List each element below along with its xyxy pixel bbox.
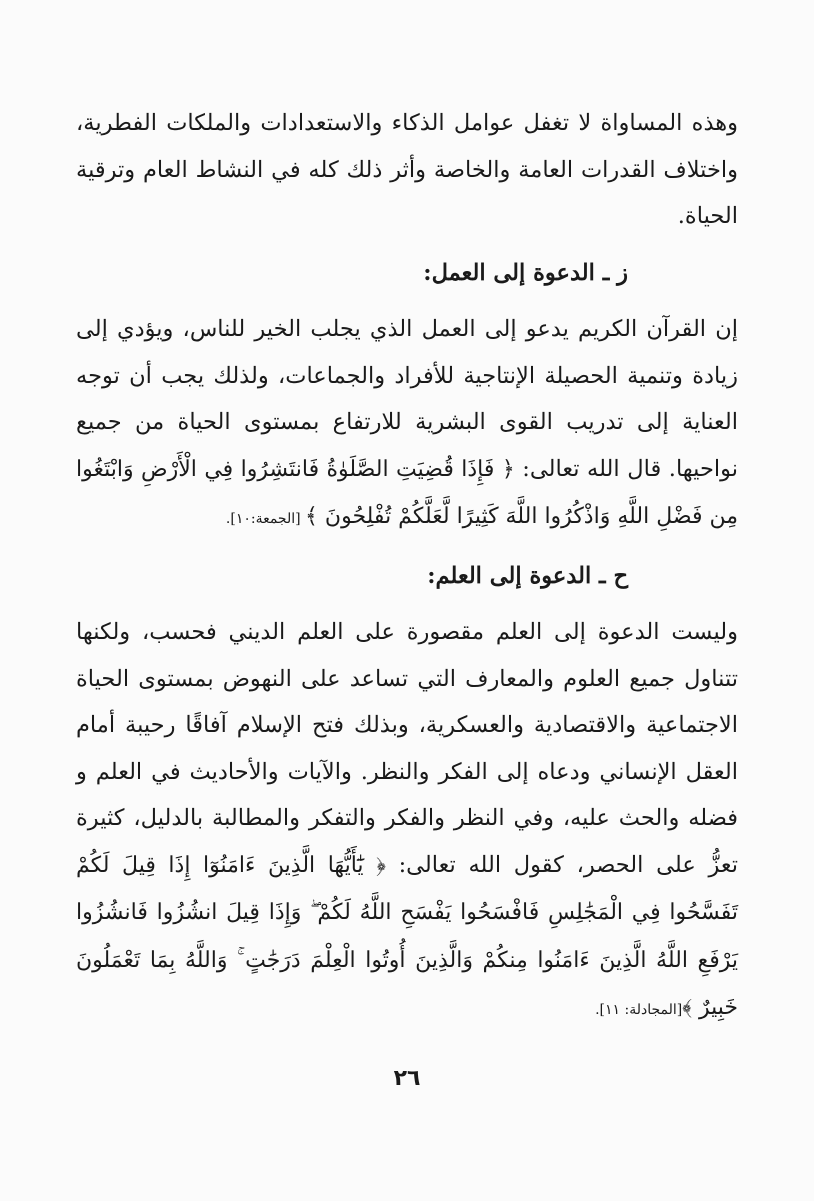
quran-verse-jumuah: ﴿ فَإِذَا قُضِيَتِ الصَّلَوٰةُ فَانتَشِرُوا فِي الْأَرْضِ وَابْتَغُوا مِن فَضْلِ اللَّهِ وَاذْكُرُوا اللَّهَ كَثِيرًا لَّعَلَّكُمْ تُفْلِحُونَ ﴾ [76, 456, 738, 529]
paragraph-knowledge-text: وليست الدعوة إلى العلم مقصورة على العلم الديني فحسب، ولكنها تتناول جميع العلوم والمعارف التي تساعد على النهوض بمستوى الحياة الاجتماعية والاقتصادية والعسكرية، وبذلك فتح الإسلام آفاقًا رحيبة أمام العقل الإنساني ودعاه إلى الفكر والنظر. والآيات والأحاديث في العلم و فضله والحث عليه، وفي النظر والفكر والتفكر والمطالبة بالدليل، كثيرة تعزُّ على الحصر، كقول الله تعالى: [76, 619, 738, 878]
verse-reference-jumuah: [الجمعة:١٠]. [225, 511, 306, 527]
section-heading-knowledge: ح ـ الدعوة إلى العلم: [427, 562, 628, 589]
section-heading-work: ز ـ الدعوة إلى العمل: [423, 259, 628, 286]
paragraph-knowledge [76, 609, 738, 1034]
page-body [76, 100, 738, 1034]
paragraph-equality: وهذه المساواة لا تغفل عوامل الذكاء والاستعدادات والملكات الفطرية، واختلاف القدرات العامة والخاصة وأثر ذلك كله في النشاط العام وترقية الحياة. [76, 110, 738, 229]
paragraph-work-text: إن القرآن الكريم يدعو إلى العمل الذي يجلب الخير للناس، ويؤدي إلى زيادة وتنمية الحصيلة الإنتاجية للأفراد والجماعات، ولذلك يجب أن توجه العناية إلى تدريب القوى البشرية للارتفاع بمستوى الحياة من جميع نواحيها. قال الله تعالى: [76, 316, 739, 482]
paragraph-work [76, 306, 738, 543]
verse-reference-mujadilah: [المجادلة: ١١]. [595, 1002, 683, 1018]
quran-verse-mujadilah: ﴿ يَٰٓأَيُّهَا الَّذِينَ ءَامَنُوٓا إِذَا قِيلَ لَكُمْ تَفَسَّحُوا فِي الْمَجَٰلِسِ فَافْسَحُوا يَفْسَحِ اللَّهُ لَكُمْ ۖ وَإِذَا قِيلَ انشُزُوا فَانشُزُوا يَرْفَعِ اللَّهُ الَّذِينَ ءَامَنُوا مِنكُمْ وَالَّذِينَ أُوتُوا الْعِلْمَ دَرَجَٰتٍ ۚ وَاللَّهُ بِمَا تَعْمَلُونَ خَبِيرٌ ﴾ [76, 852, 738, 1020]
page-number: ٢٦ [393, 1066, 421, 1091]
